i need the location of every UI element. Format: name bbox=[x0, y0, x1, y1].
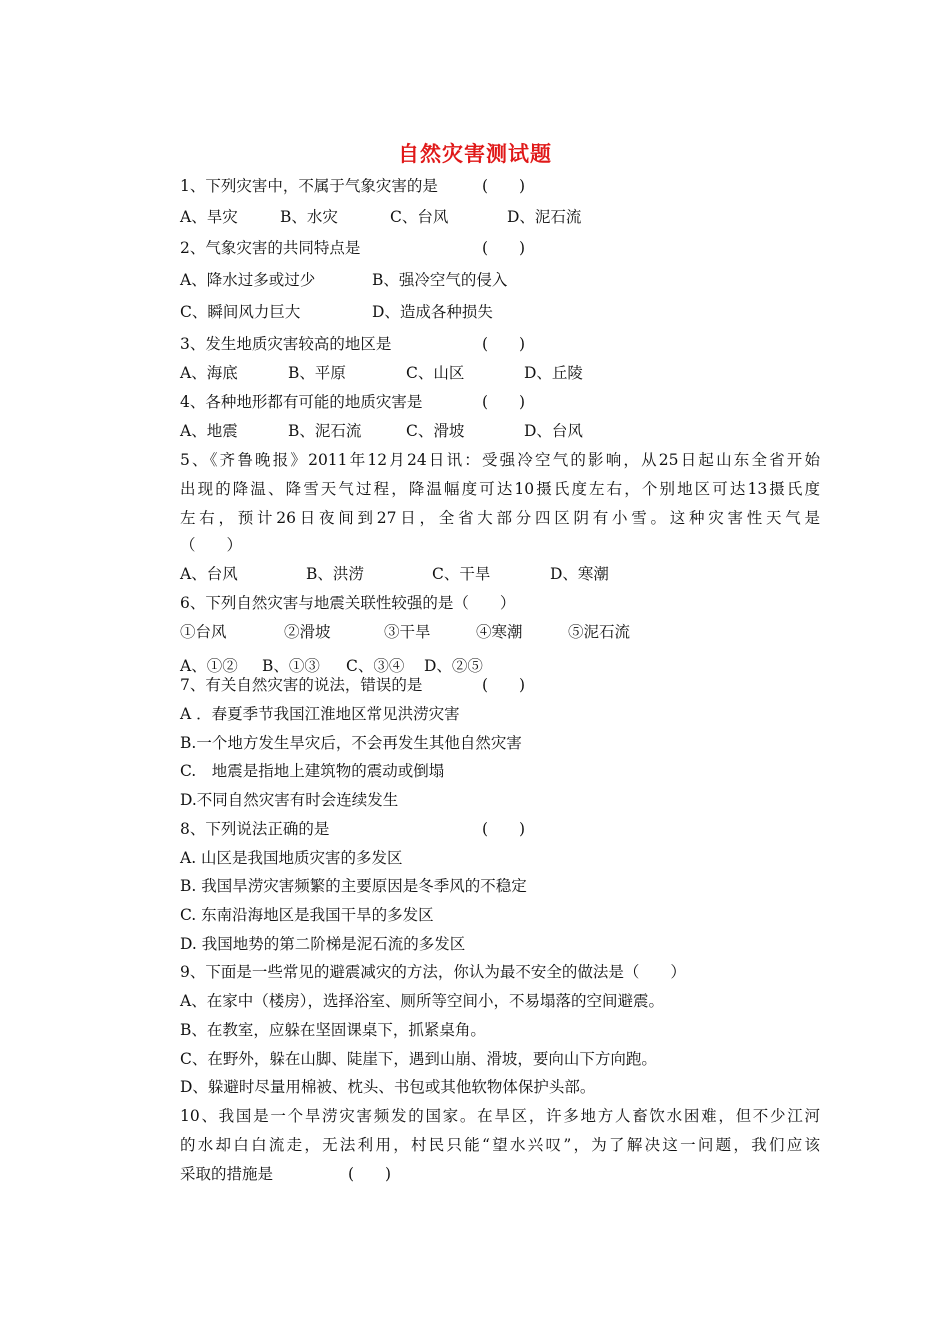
question-5-blank: （ ） bbox=[180, 536, 243, 554]
option-a: A、地震 bbox=[180, 422, 238, 440]
option-d: D、②⑤ bbox=[424, 657, 483, 675]
option-b: B、水灾 bbox=[280, 208, 338, 226]
option-d: D、台风 bbox=[524, 422, 583, 440]
question-5-line-2: 出现的降温、降雪天气过程，降温幅度可达10摄氏度左右，个别地区可达13摄氏度 bbox=[180, 480, 820, 498]
option-b: B、洪涝 bbox=[306, 565, 364, 583]
answer-blank: ( ) bbox=[482, 239, 526, 257]
question-9-option-b: B、在教室，应躲在坚固课桌下，抓紧桌角。 bbox=[180, 1021, 486, 1039]
question-5-line-3: 左右，预计26日夜间到27日，全省大部分四区阴有小雪。这种灾害性天气是 bbox=[180, 509, 820, 527]
option-d: D、造成各种损失 bbox=[372, 303, 493, 321]
option-b: B、①③ bbox=[262, 657, 320, 675]
question-4-stem: 4、各种地形都有可能的地质灾害是 ( ) bbox=[180, 393, 526, 411]
option-c: C、瞬间风力巨大 bbox=[180, 303, 301, 321]
question-7-stem: 7、有关自然灾害的说法，错误的是 ( ) bbox=[180, 676, 526, 694]
question-10-line-2: 的水却白白流走，无法利用，村民只能“望水兴叹”，为了解决这一问题，我们应该 bbox=[180, 1136, 820, 1154]
option-d: D、泥石流 bbox=[507, 208, 582, 226]
question-6-stem: 6、下列自然灾害与地震关联性较强的是（ ） bbox=[180, 594, 516, 612]
item-1: ①台风 bbox=[180, 623, 227, 641]
answer-blank: ( ) bbox=[482, 676, 526, 694]
option-a: A、①② bbox=[180, 657, 238, 675]
question-2-stem: 2、气象灾害的共同特点是 ( ) bbox=[180, 239, 526, 257]
option-a: A、台风 bbox=[180, 565, 238, 583]
question-7-option-b: B.一个地方发生旱灾后，不会再发生其他自然灾害 bbox=[180, 734, 522, 752]
question-8-option-d: D. 我国地势的第二阶梯是泥石流的多发区 bbox=[180, 935, 466, 953]
question-10-line-1: 10、我国是一个旱涝灾害频发的国家。在旱区，许多地方人畜饮水困难，但不少江河 bbox=[180, 1107, 820, 1125]
question-7-option-c: C. 地震是指地上建筑物的震动或倒塌 bbox=[180, 762, 445, 780]
question-7-option-a: A ．春夏季节我国江淮地区常见洪涝灾害 bbox=[180, 705, 460, 723]
answer-blank: ( ) bbox=[482, 335, 526, 353]
option-a: A、海底 bbox=[180, 364, 238, 382]
option-c: C、山区 bbox=[406, 364, 465, 382]
option-c: C、③④ bbox=[346, 657, 405, 675]
question-5-line-1: 5、《齐鲁晚报》2011年12月24日讯：受强冷空气的影响，从25日起山东全省开始 bbox=[180, 451, 820, 469]
answer-blank: ( ) bbox=[482, 393, 526, 411]
question-9-option-c: C、在野外，躲在山脚、陡崖下，遇到山崩、滑坡，要向山下方向跑。 bbox=[180, 1050, 657, 1068]
question-8-option-a: A. 山区是我国地质灾害的多发区 bbox=[180, 849, 403, 867]
item-3: ③干旱 bbox=[384, 623, 431, 641]
item-2: ②滑坡 bbox=[284, 623, 331, 641]
answer-blank: ( ) bbox=[348, 1165, 392, 1183]
option-b: B、泥石流 bbox=[288, 422, 362, 440]
option-b: B、平原 bbox=[288, 364, 346, 382]
question-8-stem: 8、下列说法正确的是 ( ) bbox=[180, 820, 526, 838]
question-9-stem: 9、下面是一些常见的避震减灾的方法，你认为最不安全的做法是（ ） bbox=[180, 963, 686, 981]
option-c: C、滑坡 bbox=[406, 422, 465, 440]
question-8-option-b: B. 我国旱涝灾害频繁的主要原因是冬季风的不稳定 bbox=[180, 877, 527, 895]
option-b: B、强冷空气的侵入 bbox=[372, 271, 508, 289]
answer-blank: ( ) bbox=[482, 177, 526, 195]
option-c: C、干旱 bbox=[432, 565, 491, 583]
item-5: ⑤泥石流 bbox=[568, 623, 631, 641]
question-1-stem: 1、下列灾害中，不属于气象灾害的是 ( ) bbox=[180, 177, 526, 195]
option-a: A、旱灾 bbox=[180, 208, 238, 226]
option-d: D、丘陵 bbox=[524, 364, 583, 382]
question-8-option-c: C. 东南沿海地区是我国干旱的多发区 bbox=[180, 906, 434, 924]
question-3-stem: 3、发生地质灾害较高的地区是 ( ) bbox=[180, 335, 526, 353]
option-d: D、寒潮 bbox=[550, 565, 609, 583]
question-9-option-d: D、躲避时尽量用棉被、枕头、书包或其他软物体保护头部。 bbox=[180, 1078, 596, 1096]
item-4: ④寒潮 bbox=[476, 623, 523, 641]
answer-blank: ( ) bbox=[482, 820, 526, 838]
option-a: A、降水过多或过少 bbox=[180, 271, 316, 289]
question-9-option-a: A、在家中（楼房），选择浴室、厕所等空间小，不易塌落的空间避震。 bbox=[180, 992, 664, 1010]
option-c: C、台风 bbox=[390, 208, 449, 226]
page-title: 自然灾害测试题 bbox=[398, 141, 552, 166]
question-10-line-3: 采取的措施是 ( ) bbox=[180, 1165, 392, 1183]
question-7-option-d: D.不同自然灾害有时会连续发生 bbox=[180, 791, 399, 809]
